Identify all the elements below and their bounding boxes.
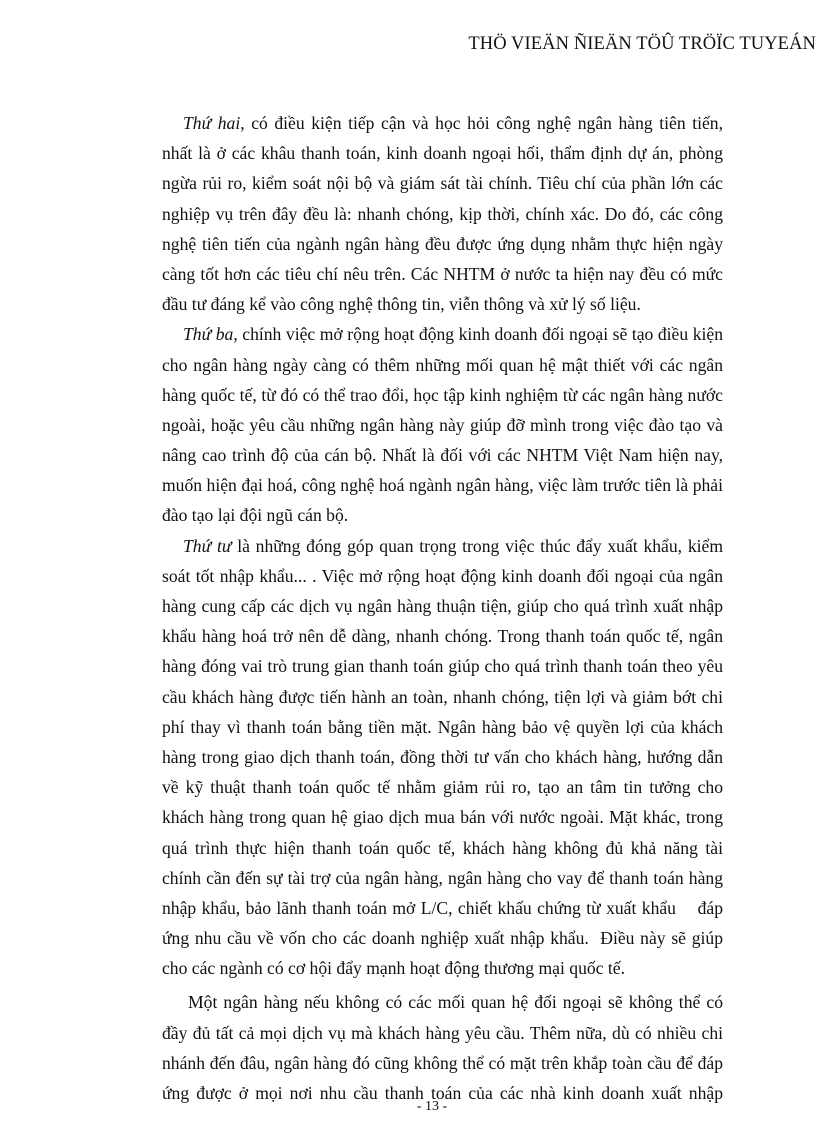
text-line: ứng được ở mọi nơi nhu cầu thanh toán của các nhà kinh doanh xuất nhập [162, 1083, 723, 1103]
text-line: hàng trong giao dịch thanh toán, đồng thời tư vấn cho khách hàng, hướng dẫn [162, 746, 723, 767]
paragraph-thu-ba [162, 319, 723, 530]
text-line: hàng quốc tế, từ đó có thể trao đổi, học tập kinh nghiệm từ các ngân hàng nước [162, 384, 723, 405]
paragraph-lead: Thứ hai [183, 113, 241, 133]
running-header: THÖ VIEÄN ÑIEÄN TÖÛ TRÖÏC TUYEÁN [468, 34, 816, 54]
text-line: nhập khẩu, bảo lãnh thanh toán mở L/C, chiết khấu chứng từ xuất khẩu đáp [162, 897, 723, 918]
text-line: cho ngân hàng ngày càng có thêm những mối quan hệ mật thiết với các ngân [162, 354, 723, 375]
text-line: muốn hiện đại hoá, công nghệ hoá ngành ngân hàng, việc làm trước tiên là phải [162, 475, 723, 496]
text-line: quá trình thực hiện thanh toán quốc tế, khách hàng không đủ khả năng tài [162, 837, 723, 858]
text-line: chính cần đến sự tài trợ của ngân hàng, ngân hàng cho vay để thanh toán hàng [162, 867, 723, 888]
text-line: nhánh đến đâu, ngân hàng đó cũng không thể có mặt trên khắp toàn cầu để đáp [162, 1052, 723, 1073]
text-line: đầy đủ tất cả mọi dịch vụ mà khách hàng yêu cầu. Thêm nữa, dù có nhiều chi [162, 1022, 723, 1043]
text-line: Thứ ba, chính việc mở rộng hoạt động kinh doanh đối ngoại sẽ tạo điều kiện [183, 324, 724, 345]
paragraph-thu-tu [162, 531, 723, 984]
text-line: ứng nhu cầu về vốn cho các doanh nghiệp xuất nhập khẩu. Điều này sẽ giúp [162, 928, 723, 949]
text-line: về kỹ thuật thanh toán quốc tế nhằm giảm rủi ro, tạo an tâm tin tưởng cho [162, 777, 723, 798]
text-line: nghệ tiên tiến của ngành ngân hàng đều được ứng dụng nhằm thực hiện ngày [162, 233, 723, 254]
text-line: ngoài, hoặc yêu cầu những ngân hàng này giúp đỡ mình trong việc đào tạo và [162, 414, 723, 435]
text-line: đào tạo lại đội ngũ cán bộ. [162, 505, 349, 526]
text-line: nhất là ở các khâu thanh toán, kinh doanh ngoại hối, thẩm định dự án, phòng [162, 143, 723, 164]
paragraph-thu-hai [162, 108, 723, 319]
text-line: Thứ tư là những đóng góp quan trọng trong việc thúc đẩy xuất khẩu, kiểm [183, 535, 724, 556]
document-body [162, 108, 723, 1108]
text-line: Một ngân hàng nếu không có các mối quan hệ đối ngoại sẽ không thể có [188, 992, 723, 1013]
text-line: khẩu hàng hoá trở nên dễ dàng, nhanh chóng. Trong thanh toán quốc tế, ngân [162, 626, 723, 647]
text-line: cho các ngành có cơ hội đẩy mạnh hoạt động thương mại quốc tế. [162, 958, 625, 979]
text-line: cầu khách hàng được tiến hành an toàn, nhanh chóng, tiện lợi và giảm bớt chi [162, 686, 723, 707]
text-line: Thứ hai, có điều kiện tiếp cận và học hỏi công nghệ ngân hàng tiên tiến, [183, 113, 723, 133]
text-line: phí thay vì thanh toán bằng tiền mặt. Ngân hàng bảo vệ quyền lợi của khách [162, 716, 723, 737]
paragraph-lead: Thứ tư [183, 535, 232, 556]
text-line: hàng cung cấp các dịch vụ ngân hàng thuận tiện, giúp cho quá trình xuất nhập [162, 596, 723, 616]
page-number: - 13 - [416, 1099, 448, 1114]
text-line: đầu tư đáng kể vào công nghệ thông tin, viễn thông và xử lý số liệu. [162, 294, 641, 315]
text-line: khách hàng trong quan hệ giao dịch mua bán với nước ngoài. Mặt khác, trong [162, 807, 723, 828]
text-line: càng tốt hơn các tiêu chí nêu trên. Các NHTM ở nước ta hiện nay đều có mức [162, 263, 723, 284]
text-line: soát tốt nhập khẩu... . Việc mở rộng hoạt động kinh doanh đối ngoại của ngân [162, 565, 723, 586]
text-line: ngừa rủi ro, kiểm soát nội bộ và giám sát tài chính. Tiêu chí của phần lớn các [162, 173, 723, 194]
text-line: nâng cao trình độ của cán bộ. Nhất là đối với các NHTM Việt Nam hiện nay, [162, 445, 723, 466]
text-line: hàng đóng vai trò trung gian thanh toán giúp cho quá trình thanh toán theo yêu [162, 656, 723, 677]
text-line: nghiệp vụ trên đây đều là: nhanh chóng, kịp thời, chính xác. Do đó, các công [162, 203, 723, 224]
paragraph-quan-he-doi-ngoai [162, 987, 723, 1108]
paragraph-lead: Thứ ba [183, 324, 234, 345]
